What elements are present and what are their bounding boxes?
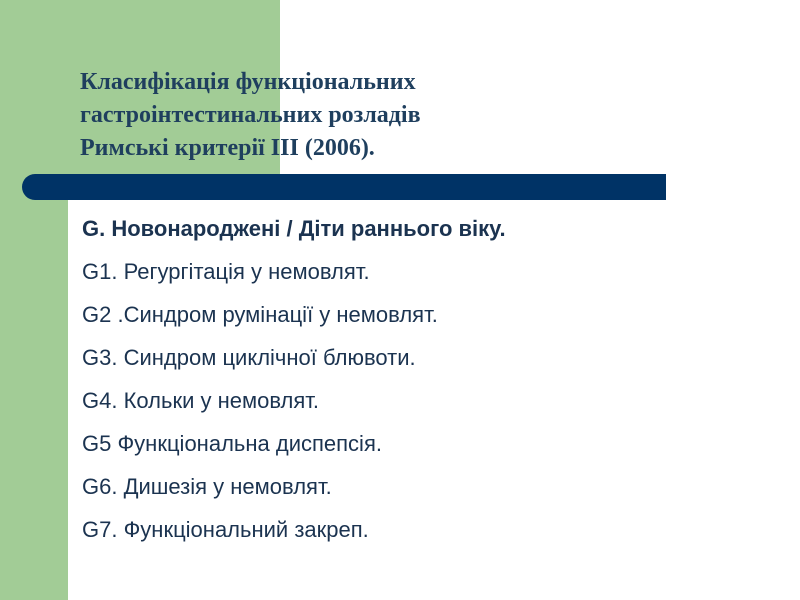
slide-title-line: Римські критерії III (2006). [80, 135, 375, 161]
list-item: G4. Кольки у немовлят. [82, 388, 320, 413]
list-item: G7. Функціональний закреп. [82, 517, 369, 542]
slide-title [80, 66, 640, 165]
title-divider-bar [22, 174, 666, 200]
classification-list [82, 215, 762, 559]
list-item: G1. Регургітація у немовлят. [82, 259, 370, 284]
decorative-green-band [0, 0, 68, 600]
slide-title-line: Класифікація функціональних [80, 69, 416, 95]
slide-title-line: гастроінтестинальних розладів [80, 102, 421, 128]
list-item: G5 Функціональна диспепсія. [82, 431, 382, 456]
list-item: G3. Синдром циклічної блювоти. [82, 345, 416, 370]
list-item: G6. Дишезія у немовлят. [82, 474, 332, 499]
list-item: G2 .Синдром румінації у немовлят. [82, 302, 438, 327]
section-heading: G. Новонароджені / Діти раннього віку. [82, 216, 506, 241]
